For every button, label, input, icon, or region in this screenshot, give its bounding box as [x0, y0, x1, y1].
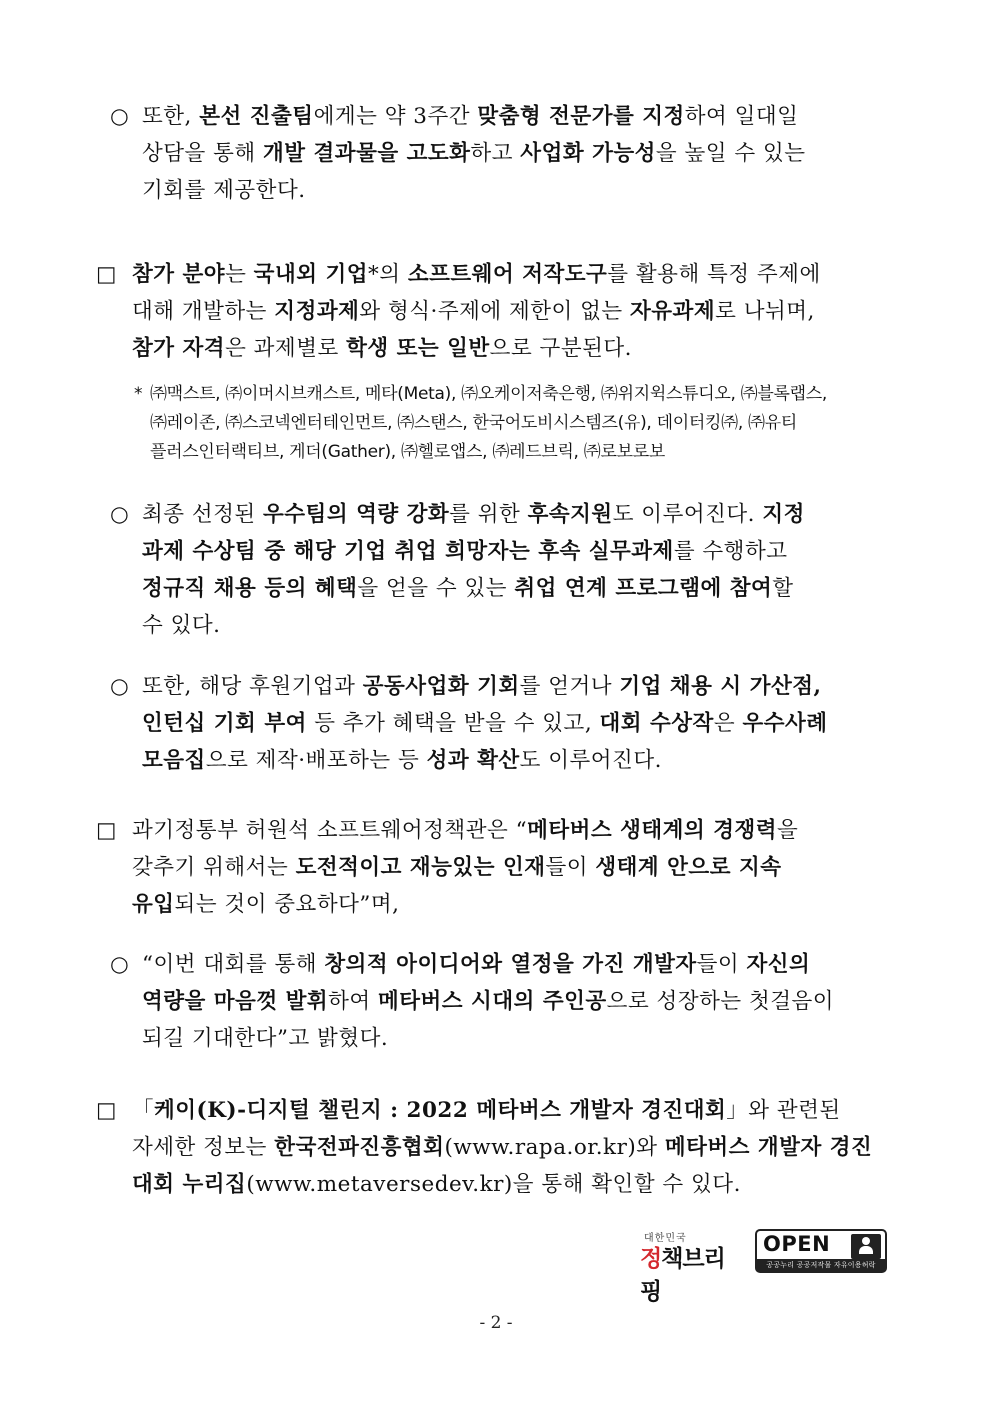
bold-text: 취업 연계 프로그램에 참여: [514, 576, 773, 601]
paragraph-line: [132, 1166, 896, 1203]
bold-text: 케이(K)-디지털 챌린지 : 2022 메타버스 개발자 경진대회: [154, 1098, 727, 1123]
text-run: 들이: [545, 855, 596, 880]
paragraph-line: [142, 570, 896, 607]
paragraph-more-info: [96, 1092, 896, 1203]
text-run: 또한, 해당 후원기업과: [142, 674, 363, 699]
kogl-open-license-badge: [755, 1229, 887, 1273]
bold-text: 기업 채용 시 가산점,: [619, 674, 822, 699]
text-run: 와 형식·주제에 제한이 없는: [359, 299, 631, 324]
footnote-line: 플러스인터랙티브, 게더(Gather), ㈜헬로앱스, ㈜레드브릭, ㈜로보로보: [150, 442, 665, 462]
footnote-body: [134, 380, 896, 467]
text-run: 과기정통부 허원석 소프트웨어정책관은 “: [132, 818, 528, 843]
bold-text: 모음집: [142, 748, 206, 773]
bold-text: 지정: [762, 502, 805, 527]
text-run: 로 나뉘며,: [715, 299, 815, 324]
bold-text: 유입: [132, 892, 175, 917]
bold-text: 도전적이고 재능있는 인재: [295, 855, 546, 880]
bold-text: 개발 결과물을 고도화: [263, 141, 471, 166]
bold-text: 후속지원: [527, 502, 613, 527]
paragraph-line: [132, 256, 896, 293]
bold-text: 역량을 마음껏 발휘: [142, 989, 329, 1014]
person-icon: [851, 1234, 881, 1259]
square-bullet: □: [96, 1098, 117, 1123]
paragraph-line: [142, 533, 896, 570]
text-run: 하여 일대일: [684, 104, 799, 129]
paragraph-line: [142, 705, 896, 742]
text-run: 하여: [328, 989, 378, 1014]
text-run: 는: [225, 262, 254, 287]
bold-text: 사업화 가능성: [520, 141, 656, 166]
bold-text: 대회 누리집: [132, 1172, 247, 1197]
text-run: 으로 구분된다.: [489, 336, 632, 361]
paragraph-line: [142, 742, 896, 779]
paragraph-line: [142, 1020, 896, 1057]
circle-bullet: ○: [110, 104, 130, 129]
text-run: 은 과제별로: [225, 336, 347, 361]
paragraph-line: [142, 607, 896, 644]
paragraph-body: [110, 668, 896, 779]
paragraph-line: [132, 1092, 896, 1129]
open-subtext: 공공누리 공공저작물 자유이용허락: [757, 1259, 885, 1271]
text-run: 되는 것이 중요하다”며,: [174, 892, 400, 917]
page-number: - 2 -: [479, 1313, 513, 1333]
text-run: 은: [713, 711, 743, 736]
text-run: 들이: [696, 952, 747, 977]
bold-text: 한국전파진흥협회: [274, 1135, 445, 1160]
bold-text: 자신의: [746, 952, 811, 977]
circle-bullet: ○: [110, 502, 130, 527]
text-run: 을: [777, 818, 799, 843]
paragraph-line: [132, 849, 896, 886]
text-run: 「: [132, 1098, 155, 1123]
bold-text: 메타버스 생태계의 경쟁력: [527, 818, 778, 843]
text-run: 을 얻을 수 있는: [357, 576, 515, 601]
text-run: 되길 기대한다”고 밝혔다.: [142, 1026, 389, 1051]
bold-text: 소프트웨어 저작도구: [407, 262, 608, 287]
text-run: 자세한 정보는: [132, 1135, 275, 1160]
text-run: 수 있다.: [142, 613, 221, 638]
bold-text: 메타버스 개발자 경진: [664, 1135, 873, 1160]
bold-text: 지정과제: [274, 299, 360, 324]
bold-text: 대회 수상작: [599, 711, 714, 736]
text-run: 으로 제작·배포하는 등: [205, 748, 427, 773]
paragraph-line: [142, 946, 896, 983]
paragraph-line: [142, 98, 896, 135]
paragraph-line: [132, 886, 896, 923]
paragraph-follow-up-support: [110, 496, 896, 644]
text-run: 를 수행하고: [673, 539, 788, 564]
bold-text: 본선 진출팀: [199, 104, 314, 129]
footnote-marker: *: [134, 384, 143, 404]
logo-red-char: 정: [640, 1246, 662, 1272]
text-run: 에게는 약 3주간: [313, 104, 478, 129]
paragraph-body: [110, 946, 896, 1057]
text-run: 으로 성장하는 첫걸음이: [606, 989, 835, 1014]
paragraph-line: [132, 293, 896, 330]
text-run: 상담을 통해: [142, 141, 264, 166]
text-run: 을 높일 수 있는: [655, 141, 806, 166]
bold-text: 과제 수상팀 중 해당 기업 취업 희망자는 후속 실무과제: [142, 539, 674, 564]
square-bullet: □: [96, 262, 117, 287]
bold-text: 성과 확산: [426, 748, 520, 773]
footer-logos: [640, 1227, 890, 1305]
text-run: 대해 개발하는: [132, 299, 275, 324]
paragraph-line: [132, 812, 896, 849]
footnote-line: ㈜맥스트, ㈜이머시브캐스트, 메타(Meta), ㈜오케이저축은행, ㈜위지윅스튜디오, ㈜블록랩스,: [150, 384, 827, 404]
text-run: (www.rapa.or.kr)와: [444, 1135, 665, 1160]
open-text: OPEN: [763, 1232, 831, 1256]
text-run: 」와 관련된: [726, 1098, 841, 1123]
paragraph-finalist-mentoring: [110, 98, 896, 209]
paragraph-line: [132, 330, 896, 367]
circle-bullet: ○: [110, 674, 130, 699]
bold-text: 맞춤형 전문가를 지정: [477, 104, 685, 129]
logo-big-text: [640, 1240, 745, 1306]
text-run: 를 얻거나: [519, 674, 620, 699]
text-run: 를 위한: [449, 502, 528, 527]
bold-text: 참가 자격: [132, 336, 226, 361]
square-bullet: □: [96, 818, 117, 843]
text-run: 등 추가 혜택을 받을 수 있고,: [306, 711, 600, 736]
bold-text: 학생 또는 일반: [346, 336, 490, 361]
bold-text: 메타버스 시대의 주인공: [378, 989, 607, 1014]
bold-text: 참가 분야: [132, 262, 226, 287]
paragraph-body: [110, 98, 896, 209]
circle-bullet: ○: [110, 952, 130, 977]
text-run: 도 이루어진다.: [519, 748, 662, 773]
bold-text: 우수팀의 역량 강화: [263, 502, 450, 527]
paragraph-line: [132, 1129, 896, 1166]
bold-text: 창의적 아이디어와 열정을 가진 개발자: [324, 952, 697, 977]
bold-text: 정규직 채용 등의 혜택: [142, 576, 358, 601]
policy-briefing-logo: [640, 1227, 745, 1305]
footnote-companies: [134, 380, 896, 467]
paragraph-line: [142, 496, 896, 533]
text-run: “이번 대회를 통해: [142, 952, 325, 977]
text-run: 도 이루어진다.: [612, 502, 763, 527]
paragraph-benefits: [110, 668, 896, 779]
bold-text: 인턴십 기회 부여: [142, 711, 307, 736]
paragraph-line: [142, 172, 896, 209]
logo-small-text: 대한민국: [644, 1233, 687, 1244]
paragraph-line: [142, 983, 896, 1020]
bold-text: 국내외 기업: [253, 262, 369, 287]
text-run: *의: [368, 262, 408, 287]
text-run: (www.metaversedev.kr)을 통해 확인할 수 있다.: [246, 1172, 741, 1197]
text-run: 최종 선정된: [142, 502, 264, 527]
bold-text: 우수사례: [742, 711, 828, 736]
text-run: 기회를 제공한다.: [142, 178, 306, 203]
text-run: 를 활용해 특정 주제에: [607, 262, 821, 287]
paragraph-body: [96, 256, 896, 367]
bold-text: 공동사업화 기회: [362, 674, 520, 699]
paragraph-body: [96, 812, 896, 923]
paragraph-official-quote: [96, 812, 896, 923]
paragraph-body: [110, 496, 896, 644]
text-run: 또한,: [142, 104, 200, 129]
paragraph-categories: [96, 256, 896, 367]
footnote-line: ㈜레이존, ㈜스코넥엔터테인먼트, ㈜스탠스, 한국어도비시스템즈(유), 데이터킹㈜, ㈜유티: [150, 413, 797, 433]
bold-text: 생태계 안으로 지속: [595, 855, 782, 880]
paragraph-line: [142, 668, 896, 705]
text-run: 할: [772, 576, 794, 601]
paragraph-body: [96, 1092, 896, 1203]
paragraph-quote-continued: [110, 946, 896, 1057]
text-run: 갖추기 위해서는: [132, 855, 296, 880]
bold-text: 자유과제: [630, 299, 716, 324]
text-run: 하고: [470, 141, 521, 166]
logo-rest-text: 책브리핑: [640, 1246, 725, 1305]
paragraph-line: [142, 135, 896, 172]
